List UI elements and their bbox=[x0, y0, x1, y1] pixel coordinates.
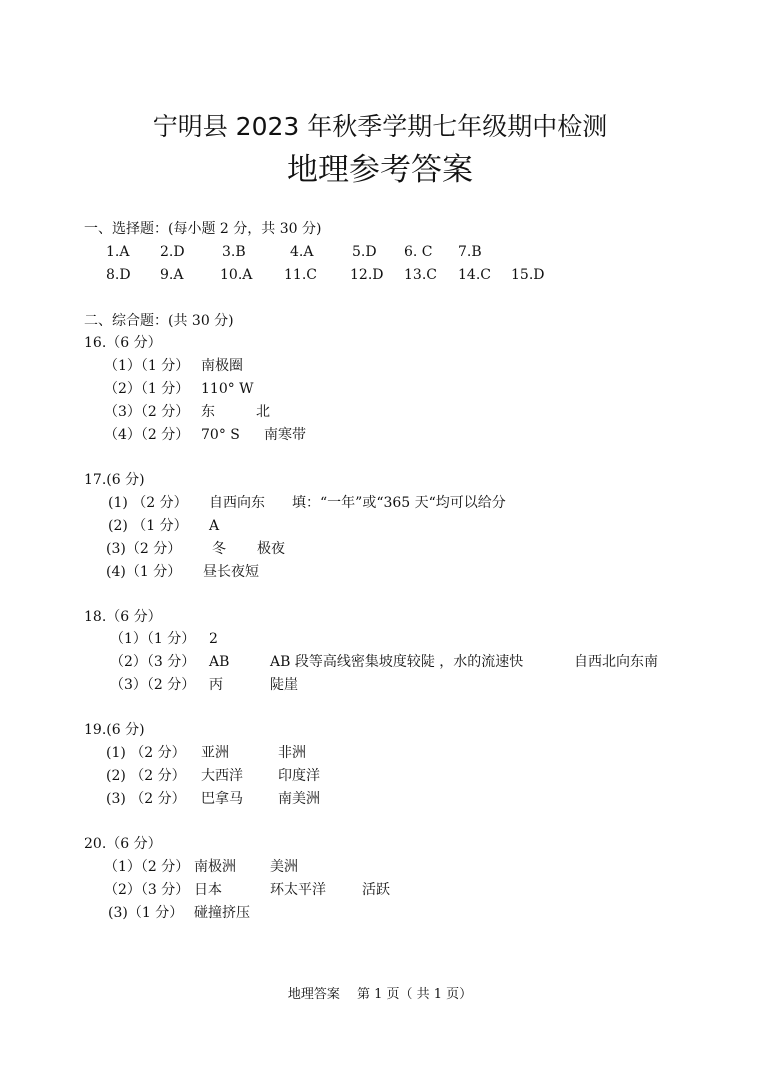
mc-answer: 9.A bbox=[160, 267, 184, 283]
mc-answer: 10.A bbox=[220, 267, 253, 283]
answer-text: 日本 bbox=[194, 882, 222, 898]
answer-text: 南寒带 bbox=[264, 427, 306, 443]
question-part: (3)（1 分） bbox=[108, 905, 184, 921]
question-18-label: 18.（6 分） bbox=[84, 609, 162, 625]
section-2-heading: 二、综合题：(共 30 分) bbox=[84, 313, 234, 329]
answer-text: AB 段等高线密集坡度较陡 ，水的流速快 bbox=[270, 654, 524, 670]
answer-text: 自西向东 bbox=[209, 495, 265, 511]
question-part: (1) （2 分） bbox=[108, 495, 188, 511]
question-part: （2）（3 分） bbox=[110, 654, 196, 670]
question-part: （2）（1 分） bbox=[104, 381, 190, 397]
question-part: （2）（3 分） bbox=[104, 882, 190, 898]
answer-text: 110° W bbox=[201, 381, 254, 397]
answer-text: 东 bbox=[201, 404, 215, 420]
question-part: (3)（2 分） bbox=[106, 541, 182, 557]
answer-text: 70° S bbox=[201, 427, 240, 443]
question-part: (3) （2 分） bbox=[106, 791, 186, 807]
mc-answer: 6. C bbox=[404, 244, 433, 260]
question-part: （4）（2 分） bbox=[104, 427, 190, 443]
mc-answer: 13.C bbox=[404, 267, 437, 283]
page-footer: 地理答案 第 1 页（ 共 1 页） bbox=[287, 987, 473, 1002]
answer-text: 自西北向东南 bbox=[574, 654, 658, 670]
answer-text: 南极圈 bbox=[201, 358, 243, 374]
question-part: （3）（2 分） bbox=[104, 404, 190, 420]
question-part: （1）（1 分） bbox=[104, 358, 190, 374]
answer-text: 南极洲 bbox=[194, 859, 236, 875]
mc-answer: 2.D bbox=[160, 244, 185, 260]
answer-text: 北 bbox=[256, 404, 270, 420]
answer-text: 昼长夜短 bbox=[203, 564, 259, 580]
mc-answer: 14.C bbox=[458, 267, 491, 283]
answer-text: 2 bbox=[209, 631, 218, 647]
answer-text: 冬 bbox=[212, 541, 226, 557]
mc-answer: 4.A bbox=[290, 244, 314, 260]
mc-answer: 15.D bbox=[511, 267, 545, 283]
answer-text: 填：“一年”或“365 天“均可以给分 bbox=[292, 495, 506, 511]
answer-text: 南美洲 bbox=[278, 791, 320, 807]
question-part: (2) （1 分） bbox=[108, 518, 188, 534]
answer-text: 丙 bbox=[209, 677, 223, 693]
question-part: (2) （2 分） bbox=[106, 768, 186, 784]
question-part: (4)（1 分） bbox=[106, 564, 182, 580]
mc-answer: 12.D bbox=[350, 267, 384, 283]
mc-answer: 5.D bbox=[352, 244, 377, 260]
question-17-label: 17.(6 分) bbox=[84, 472, 145, 488]
question-part: (1) （2 分） bbox=[106, 745, 186, 761]
question-16-label: 16.（6 分） bbox=[84, 335, 162, 351]
section-1-heading: 一、选择题：(每小题 2 分，共 30 分) bbox=[84, 221, 322, 237]
answer-text: 环太平洋 bbox=[270, 882, 326, 898]
answer-text: A bbox=[209, 518, 220, 534]
question-19-label: 19.(6 分) bbox=[84, 722, 145, 738]
answer-text: 大西洋 bbox=[201, 768, 243, 784]
mc-answer: 1.A bbox=[106, 244, 130, 260]
answer-text: AB bbox=[209, 654, 230, 670]
mc-answer: 3.B bbox=[222, 244, 246, 260]
question-20-label: 20.（6 分） bbox=[84, 836, 162, 852]
answer-text: 陡崖 bbox=[270, 677, 298, 693]
answer-text: 活跃 bbox=[362, 882, 390, 898]
answer-text: 极夜 bbox=[257, 541, 285, 557]
question-part: （1）（2 分） bbox=[104, 859, 190, 875]
question-part: （3）（2 分） bbox=[110, 677, 196, 693]
answer-text: 碰撞挤压 bbox=[194, 905, 250, 921]
question-part: （1）（1 分） bbox=[110, 631, 196, 647]
answer-text: 美洲 bbox=[270, 859, 298, 875]
mc-answer: 8.D bbox=[106, 267, 131, 283]
mc-answer: 11.C bbox=[284, 267, 317, 283]
title-line-2: 地理参考答案 bbox=[287, 152, 473, 188]
answer-text: 巴拿马 bbox=[201, 791, 243, 807]
answer-text: 印度洋 bbox=[278, 768, 320, 784]
answer-text: 非洲 bbox=[278, 745, 306, 761]
mc-answer: 7.B bbox=[458, 244, 482, 260]
answer-text: 亚洲 bbox=[201, 745, 229, 761]
title-line-1: 宁明县 2023 年秋季学期七年级期中检测 bbox=[152, 112, 608, 141]
